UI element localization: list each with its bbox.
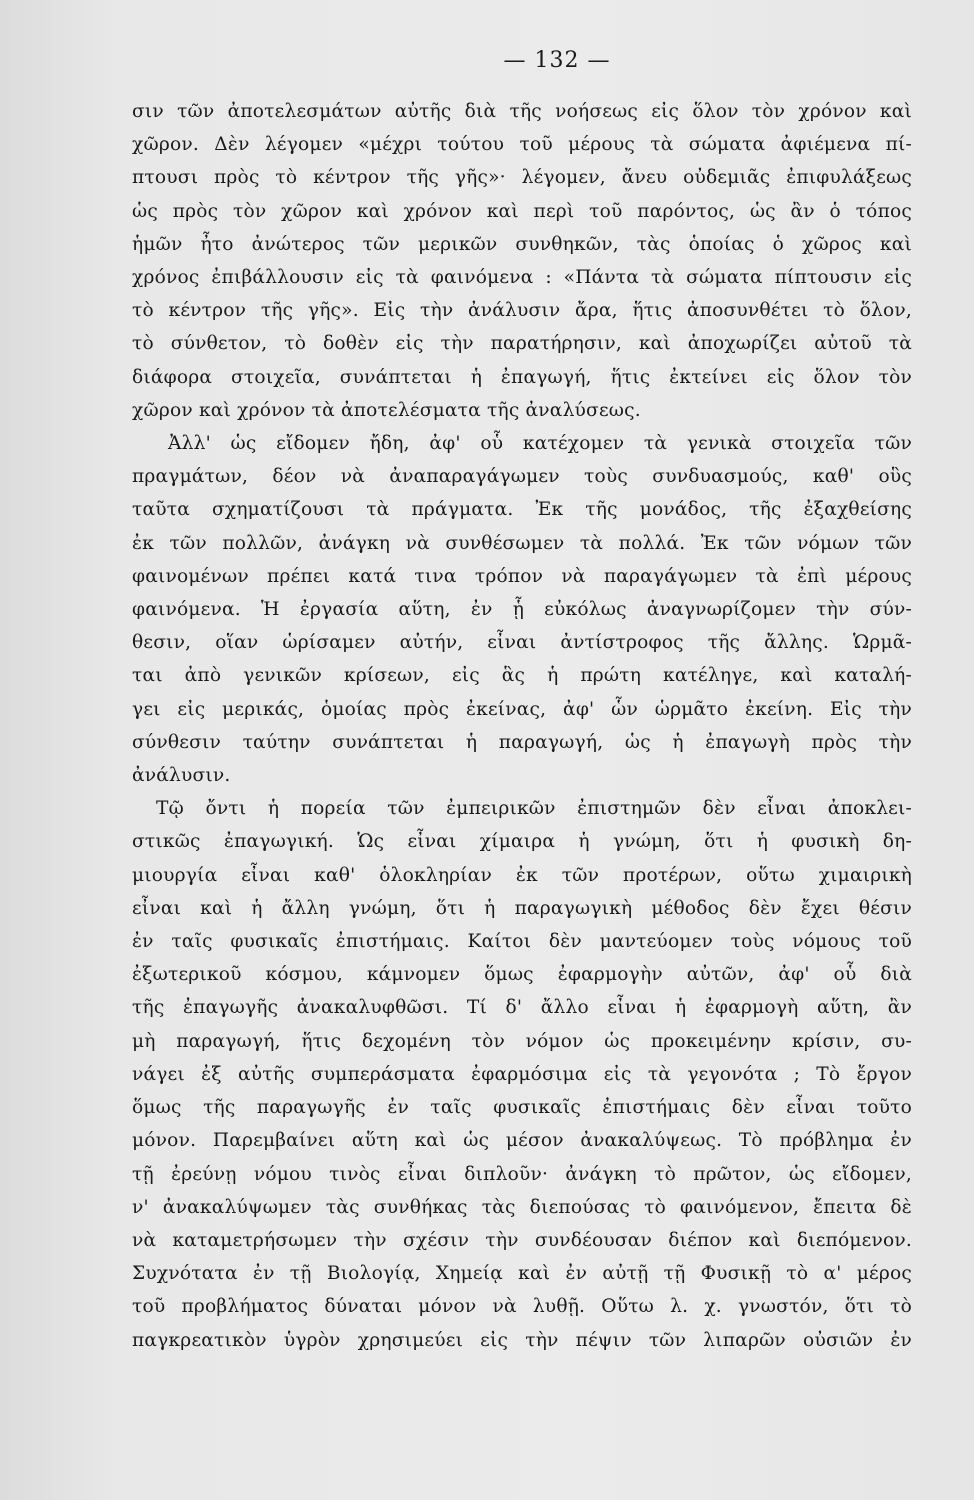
text-line: νὰ καταμετρήσωμεν τὴν σχέσιν τὴν συνδέουσαν διέπον καὶ διεπόμενον. [132,1229,912,1251]
text-line: εἶναι καὶ ἡ ἄλλη γνώμη, ὅτι ἡ παραγωγικὴ μέθοδος δὲν ἔχει θέσιν [132,897,912,919]
text-line: Τῷ ὄντι ἡ πορεία τῶν ἐμπειρικῶν ἐπιστημῶν δὲν εἶναι ἀποκλει- [156,798,912,820]
text-line: ἡμῶν ἦτο ἀνώτερος τῶν μερικῶν συνθηκῶν, τὰς ὁποίας ὁ χῶρος καὶ [132,233,912,255]
text-line: Συχνότατα ἐν τῇ Βιολογίᾳ, Χημείᾳ καὶ ἐν αὐτῇ τῇ Φυσικῇ τὸ α' μέρος [132,1263,912,1285]
text-line: τῆς ἐπαγωγῆς ἀνακαλυφθῶσι. Τί δ' ἄλλο εἶναι ἡ ἐφαρμογὴ αὕτη, ἂν [132,997,912,1019]
text-line: Ἀλλ' ὡς εἴδομεν ἤδη, ἀφ' οὗ κατέχομεν τὰ γενικὰ στοιχεῖα τῶν [168,433,912,455]
text-line: χῶρον καὶ χρόνον τὰ ἀποτελέσματα τῆς ἀναλύσεως. [132,399,641,421]
text-line: σιν τῶν ἀποτελεσμάτων αὐτῆς διὰ τῆς νοήσεως εἰς ὅλον τὸν χρόνον καὶ [132,101,912,122]
paragraph-2 [132,427,912,792]
text-line: ται ἀπὸ γενικῶν κρίσεων, εἰς ἃς ἡ πρώτη κατέληγε, καὶ καταλή- [132,665,912,687]
text-line: τὸ κέντρον τῆς γῆς». Εἰς τὴν ἀνάλυσιν ἄρα, ἥτις ἀποσυνθέτει τὸ ὅλον, [132,300,912,322]
text-line: τοῦ προβλήματος δύναται μόνον νὰ λυθῇ. Οὕτω λ. χ. γνωστόν, ὅτι τὸ [132,1296,912,1318]
text-line: τῇ ἐρεύνῃ νόμου τινὸς εἶναι διπλοῦν· ἀνάγκη τὸ πρῶτον, ὡς εἴδομεν, [132,1163,912,1185]
text-line: φαινόμενα. Ἡ ἐργασία αὕτη, ἐν ᾗ εὐκόλως ἀναγνωρίζομεν τὴν σύν- [132,599,912,621]
text-line: ν' ἀνακαλύψωμεν τὰς συνθήκας τὰς διεπούσας τὸ φαινόμενον, ἔπειτα δὲ [132,1196,912,1218]
text-line: ἐν ταῖς φυσικαῖς ἐπιστήμαις. Καίτοι δὲν μαντεύομεν τοὺς νόμους τοῦ [132,931,912,953]
text-line: μόνον. Παρεμβαίνει αὕτη καὶ ὡς μέσον ἀνακαλύψεως. Τὸ πρόβλημα ἐν [132,1130,912,1152]
text-line: πτουσι πρὸς τὸ κέντρον τῆς γῆς»· λέγομεν, ἄνευ οὐδεμιᾶς ἐπιφυλάξεως [132,167,912,189]
text-line: διάφορα στοιχεῖα, συνάπτεται ἡ ἐπαγωγή, ἥτις ἐκτείνει εἰς ὅλον τὸν [132,366,912,388]
page-number: — 132 — [503,48,611,73]
text-line: ἐξωτερικοῦ κόσμου, κάμνομεν ὅμως ἐφαρμογὴν αὐτῶν, ἀφ' οὗ διὰ [132,964,912,986]
text-line: πραγμάτων, δέον νὰ ἀναπαραγάγωμεν τοὺς συνδυασμούς, καθ' οὓς [132,466,912,488]
text-line: φαινομένων πρέπει κατά τινα τρόπον νὰ παραγάγωμεν τὰ ἐπὶ μέρους [132,565,912,587]
text-line: μιουργία εἶναι καθ' ὁλοκληρίαν ἐκ τῶν προτέρων, οὕτω χιμαιρικὴ [132,864,912,886]
text-line: χῶρον. Δὲν λέγομεν «μέχρι τούτου τοῦ μέρους τὰ σώματα ἀφιέμενα πί- [132,134,912,156]
text-line: μὴ παραγωγή, ἥτις δεχομένη τὸν νόμον ὡς προκειμένην κρίσιν, συ- [132,1030,912,1052]
text-line: ἀνάλυσιν. [132,765,231,787]
text-body [132,95,912,1357]
text-line: χρόνος ἐπιβάλλουσιν εἰς τὰ φαινόμενα : «Πάντα τὰ σώματα πίπτουσιν εἰς [132,267,912,289]
text-line: ὅμως τῆς παραγωγῆς ἐν ταῖς φυσικαῖς ἐπιστήμαις δὲν εἶναι τοῦτο [132,1097,912,1119]
paragraph-3 [132,792,912,1356]
text-line: νάγει ἐξ αὐτῆς συμπεράσματα ἐφαρμόσιμα εἰς τὰ γεγονότα ; Τὸ ἔργον [132,1063,912,1085]
text-line: σύνθεσιν ταύτην συνάπτεται ἡ παραγωγή, ὡς ἡ ἐπαγωγὴ πρὸς τὴν [132,731,912,753]
text-line: τὸ σύνθετον, τὸ δοθὲν εἰς τὴν παρατήρησιν, καὶ ἀποχωρίζει αὐτοῦ τὰ [132,333,912,355]
text-line: παγκρεατικὸν ὑγρὸν χρησιμεύει εἰς τὴν πέψιν τῶν λιπαρῶν οὐσιῶν ἐν [132,1329,912,1351]
text-line: γει εἰς μερικάς, ὁμοίας πρὸς ἐκείνας, ἀφ' ὧν ὡρμᾶτο ἐκείνη. Εἰς τὴν [132,698,912,720]
text-line: στικῶς ἐπαγωγική. Ὡς εἶναι χίμαιρα ἡ γνώμη, ὅτι ἡ φυσικὴ δη- [132,831,912,853]
text-line: ἐκ τῶν πολλῶν, ἀνάγκη νὰ συνθέσωμεν τὰ πολλά. Ἐκ τῶν νόμων τῶν [132,532,912,554]
text-line: ὡς πρὸς τὸν χῶρον καὶ χρόνον καὶ περὶ τοῦ παρόντος, ὡς ἂν ὁ τόπος [132,200,912,222]
text-line: θεσιν, οἵαν ὡρίσαμεν αὐτήν, εἶναι ἀντίστροφος τῆς ἄλλης. Ὡρμᾶ- [132,632,912,654]
text-line: ταῦτα σχηματίζουσι τὰ πράγματα. Ἐκ τῆς μονάδος, τῆς ἐξαχθείσης [132,499,912,521]
paragraph-1 [132,95,912,427]
